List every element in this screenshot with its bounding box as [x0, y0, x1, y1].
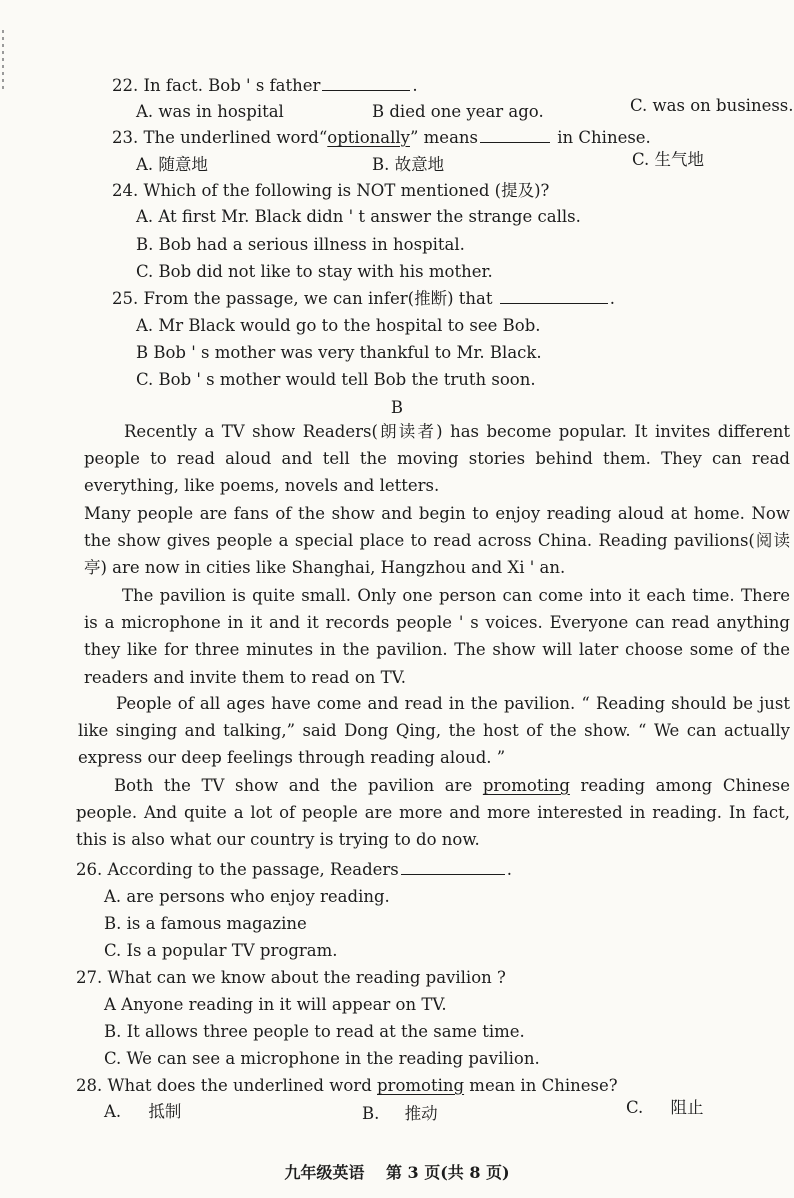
- option-22-b: B died one year ago.: [372, 102, 544, 121]
- option-22-c: C. was on business.: [630, 96, 794, 115]
- question-23-text-mid: ” means: [409, 128, 479, 147]
- option-28-a-letter: A.: [104, 1102, 122, 1121]
- question-27-stem: 27. What can we know about the reading pavilion ?: [76, 968, 506, 987]
- option-23-a: A. 随意地: [136, 155, 208, 174]
- answer-blank: [500, 289, 608, 304]
- question-25-text: 25. From the passage, we can infer(推断) that: [112, 289, 493, 308]
- question-28-text: 28. What does the underlined word: [76, 1076, 377, 1095]
- option-25-b: B Bob ' s mother was very thankful to Mr. Black.: [136, 343, 542, 362]
- option-24-a: A. At first Mr. Black didn ' t answer the strange calls.: [136, 207, 581, 226]
- question-23-text: 23. The underlined word“: [112, 128, 328, 147]
- paragraph-5-text-end: reading among Chinese people. And quite a lot of people are more and more interested in reading. In fact, this is also what our country is trying to do now.: [76, 776, 790, 850]
- question-26-end: .: [506, 860, 512, 879]
- option-28-a-text: 抵制: [148, 1102, 182, 1121]
- question-25-stem: [112, 289, 615, 309]
- question-22-stem: [112, 76, 418, 96]
- scan-edge-mark: [2, 30, 4, 90]
- option-26-c: C. Is a popular TV program.: [104, 941, 338, 960]
- question-26-stem: [76, 860, 512, 880]
- question-23-stem: [112, 128, 651, 148]
- question-28-text-end: mean in Chinese?: [464, 1076, 618, 1095]
- page-footer: [0, 1160, 794, 1183]
- footer-subject: 九年级英语: [284, 1163, 365, 1182]
- paragraph-5-text: Both the TV show and the pavilion are: [114, 776, 483, 795]
- option-28-c-text: 阻止: [670, 1098, 704, 1117]
- passage-paragraph-1: Recently a TV show Readers(朗读者) has become popular. It invites different people to read aloud and tell the moving stories behind them. They can read everything, like poems, novels and letters.: [84, 422, 790, 496]
- option-28-c-letter: C.: [626, 1098, 644, 1117]
- option-28-b-letter: B.: [362, 1104, 380, 1123]
- question-28-stem: [76, 1076, 618, 1096]
- option-27-b: B. It allows three people to read at the same time.: [104, 1022, 525, 1041]
- question-22-end: .: [412, 76, 418, 95]
- option-24-b: B. Bob had a serious illness in hospital.: [136, 235, 465, 254]
- answer-blank: [480, 128, 550, 143]
- passage-paragraph-5: [76, 772, 790, 854]
- option-28-c: [626, 1098, 704, 1118]
- section-label: B: [390, 398, 404, 417]
- passage-paragraph-3: The pavilion is quite small. Only one person can come into it each time. There is a microphone in it and it records people ' s voices. Everyone can read anything they like for three minutes in the pavilion. The show will later choose some of the readers and invite them to read on TV.: [84, 586, 790, 687]
- question-24-stem: 24. Which of the following is NOT mentioned (提及)?: [112, 181, 550, 200]
- option-23-b: B. 故意地: [372, 155, 445, 174]
- answer-blank: [401, 860, 505, 875]
- question-26-text: 26. According to the passage, Readers: [76, 860, 399, 879]
- question-23-text-end: in Chinese.: [552, 128, 651, 147]
- option-26-a: A. are persons who enjoy reading.: [104, 887, 390, 906]
- option-28-b: [362, 1104, 438, 1124]
- question-25-end: .: [609, 289, 615, 308]
- option-25-a: A. Mr Black would go to the hospital to see Bob.: [136, 316, 541, 335]
- underlined-word-optionally: optionally: [327, 128, 410, 147]
- option-28-b-text: 推动: [404, 1104, 438, 1123]
- passage-paragraph-4: People of all ages have come and read in the pavilion. “ Reading should be just like singing and talking,” said Dong Qing, the host of the show. “ We can actually express our deep feelings through reading aloud. ”: [78, 694, 790, 768]
- option-26-b: B. is a famous magazine: [104, 914, 307, 933]
- underlined-word-promoting: promoting: [482, 776, 570, 795]
- passage-paragraph-2: Many people are fans of the show and begin to enjoy reading aloud at home. Now the show gives people a special place to read across China. Reading pavilions(阅读亭) are now in cities like Shanghai, Hangzhou and Xi ' an.: [84, 504, 790, 578]
- option-27-c: C. We can see a microphone in the reading pavilion.: [104, 1049, 540, 1068]
- option-28-a: [104, 1102, 181, 1122]
- footer-page-number: 第 3 页(共 8 页): [385, 1163, 510, 1182]
- question-22-text: 22. In fact. Bob ' s father: [112, 76, 321, 95]
- answer-blank: [322, 76, 410, 91]
- option-23-c: C. 生气地: [632, 150, 705, 169]
- option-24-c: C. Bob did not like to stay with his mother.: [136, 262, 493, 281]
- option-22-a: A. was in hospital: [136, 102, 284, 121]
- option-27-a: A Anyone reading in it will appear on TV.: [104, 995, 447, 1014]
- option-25-c: C. Bob ' s mother would tell Bob the truth soon.: [136, 370, 536, 389]
- underlined-word-promoting-q28: promoting: [377, 1076, 465, 1095]
